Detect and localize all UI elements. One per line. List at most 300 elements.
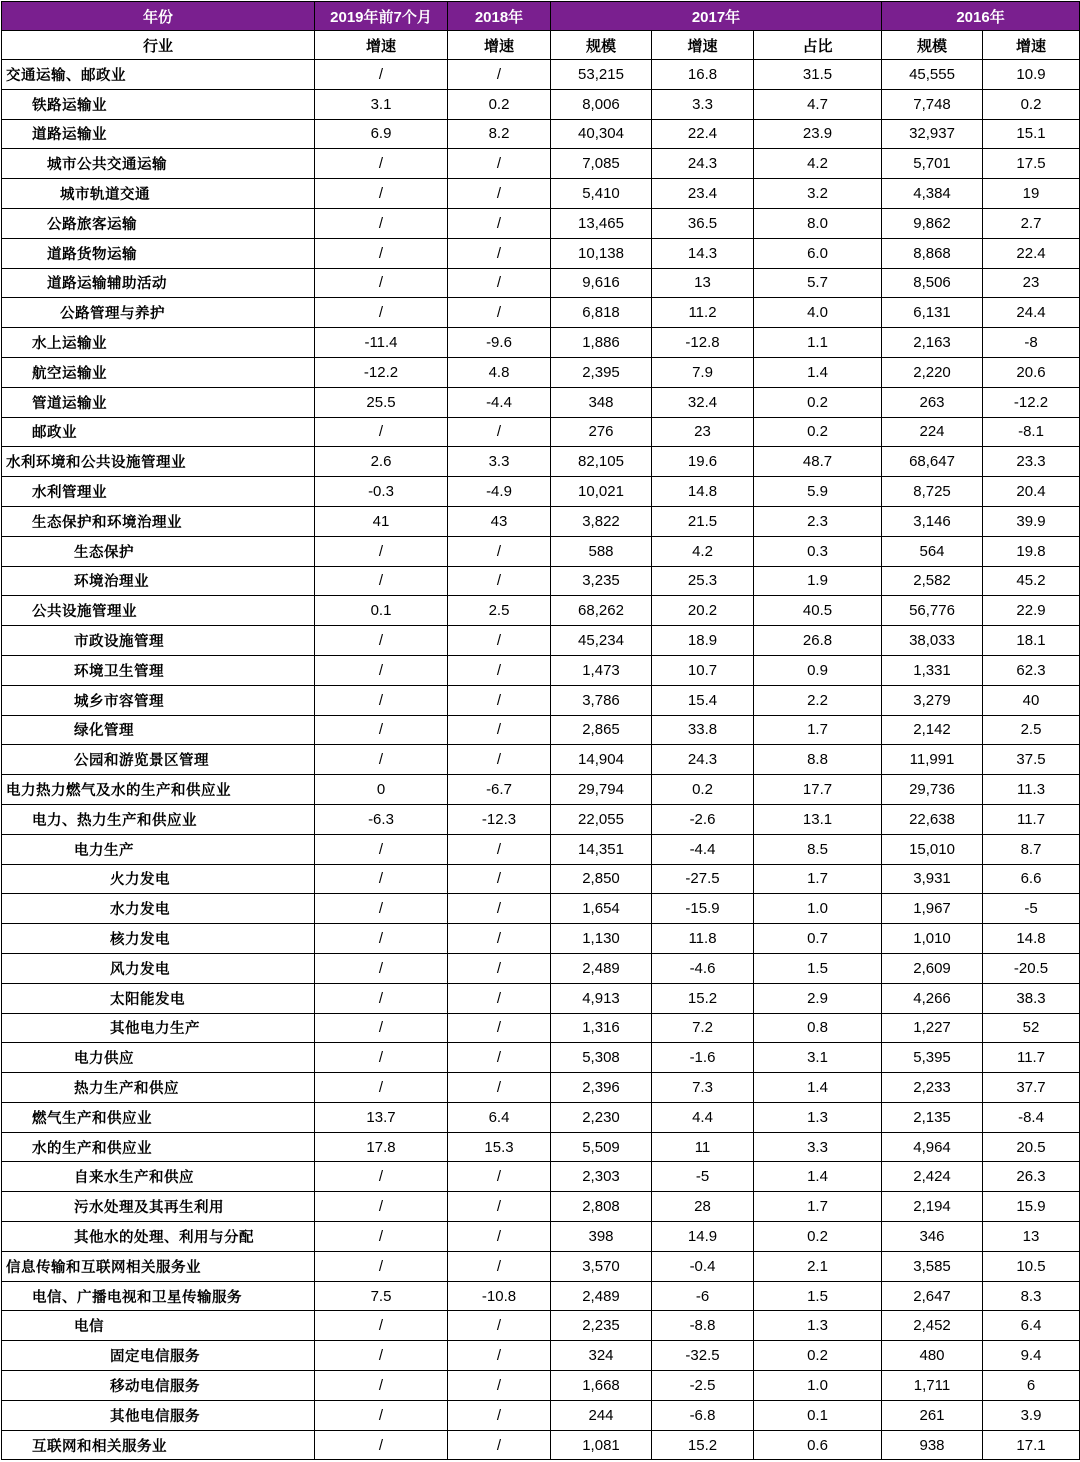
scale-2017-cell: 398 (551, 1222, 652, 1252)
growth-2019-cell: / (315, 715, 448, 745)
share-2017-cell: 0.6 (754, 1430, 882, 1460)
growth-2018-cell: -4.4 (448, 387, 551, 417)
scale-2016-cell: 2,142 (882, 715, 983, 745)
industry-name-cell: 核力发电 (2, 924, 315, 954)
scale-2017-cell: 2,489 (551, 953, 652, 983)
scale-2017-cell: 3,235 (551, 566, 652, 596)
scale-2017-cell: 2,230 (551, 1102, 652, 1132)
growth-2017-cell: 18.9 (652, 626, 754, 656)
growth-2016-cell: 22.9 (983, 596, 1080, 626)
scale-2017-cell: 14,351 (551, 834, 652, 864)
scale-2017-cell: 53,215 (551, 60, 652, 90)
growth-2017-cell: 4.4 (652, 1102, 754, 1132)
share-2017-cell: 3.3 (754, 1132, 882, 1162)
growth-2019-cell: -6.3 (315, 804, 448, 834)
growth-2018-cell: 8.2 (448, 119, 551, 149)
scale-2016-cell: 8,725 (882, 477, 983, 507)
growth-2018-cell: / (448, 1073, 551, 1103)
table-row (2, 208, 1080, 238)
growth-2017-cell: 33.8 (652, 715, 754, 745)
scale-2016-cell: 4,384 (882, 179, 983, 209)
table-row (2, 1311, 1080, 1341)
growth-2018-cell: / (448, 1371, 551, 1401)
growth-2017-cell: -2.5 (652, 1371, 754, 1401)
share-2017-cell: 0.1 (754, 1400, 882, 1430)
growth-2016-cell: 62.3 (983, 655, 1080, 685)
share-2017-cell: 0.2 (754, 417, 882, 447)
growth-2018-cell: / (448, 864, 551, 894)
growth-2019-cell: 6.9 (315, 119, 448, 149)
share-2017-cell: 1.1 (754, 328, 882, 358)
scale-2016-cell: 2,582 (882, 566, 983, 596)
growth-2019-cell: / (315, 1073, 448, 1103)
growth-2016-cell: 38.3 (983, 983, 1080, 1013)
scale-2016-cell: 56,776 (882, 596, 983, 626)
share-2017-cell: 48.7 (754, 447, 882, 477)
growth-2016-cell: 18.1 (983, 626, 1080, 656)
share-2017-cell: 17.7 (754, 775, 882, 805)
growth-2017-cell: 19.6 (652, 447, 754, 477)
share-2017-cell: 1.7 (754, 864, 882, 894)
table-row (2, 417, 1080, 447)
share-2017-cell: 1.4 (754, 357, 882, 387)
growth-2019-cell: 25.5 (315, 387, 448, 417)
year-2018-cell: 2018年 (448, 2, 551, 31)
share-header-2017: 占比 (754, 31, 882, 60)
industry-name-cell: 燃气生产和供应业 (2, 1102, 315, 1132)
scale-2017-cell: 6,818 (551, 298, 652, 328)
industry-name-cell: 公共设施管理业 (2, 596, 315, 626)
industry-name-cell: 道路货物运输 (2, 238, 315, 268)
table-row (2, 1371, 1080, 1401)
growth-2019-cell: / (315, 1371, 448, 1401)
growth-2016-cell: 10.5 (983, 1251, 1080, 1281)
growth-2017-cell: 24.3 (652, 745, 754, 775)
industry-name-cell: 电力、热力生产和供应业 (2, 804, 315, 834)
growth-2016-cell: 11.3 (983, 775, 1080, 805)
growth-2017-cell: -8.8 (652, 1311, 754, 1341)
industry-name-cell: 互联网和相关服务业 (2, 1430, 315, 1460)
growth-2019-cell: / (315, 924, 448, 954)
growth-2018-cell: 15.3 (448, 1132, 551, 1162)
scale-2017-cell: 10,021 (551, 477, 652, 507)
table-row (2, 924, 1080, 954)
table-row (2, 536, 1080, 566)
year-label-cell: 年份 (2, 2, 315, 31)
growth-2018-cell: / (448, 953, 551, 983)
growth-2018-cell: -9.6 (448, 328, 551, 358)
scale-2016-cell: 8,506 (882, 268, 983, 298)
growth-2017-cell: 32.4 (652, 387, 754, 417)
growth-2019-cell: 3.1 (315, 89, 448, 119)
scale-2017-cell: 82,105 (551, 447, 652, 477)
growth-2018-cell: / (448, 417, 551, 447)
growth-2018-cell: -10.8 (448, 1281, 551, 1311)
growth-2017-cell: -27.5 (652, 864, 754, 894)
growth-2019-cell: / (315, 1222, 448, 1252)
scale-2017-cell: 2,489 (551, 1281, 652, 1311)
growth-2018-cell: -6.7 (448, 775, 551, 805)
growth-2018-cell: / (448, 566, 551, 596)
scale-2017-cell: 2,235 (551, 1311, 652, 1341)
growth-2019-cell: 13.7 (315, 1102, 448, 1132)
industry-name-cell: 火力发电 (2, 864, 315, 894)
growth-2018-cell: / (448, 1430, 551, 1460)
share-2017-cell: 1.9 (754, 566, 882, 596)
growth-2017-cell: 20.2 (652, 596, 754, 626)
table-row (2, 179, 1080, 209)
scale-2017-cell: 276 (551, 417, 652, 447)
scale-2016-cell: 224 (882, 417, 983, 447)
growth-2019-cell: / (315, 566, 448, 596)
growth-2018-cell: / (448, 924, 551, 954)
growth-header-2016: 增速 (983, 31, 1080, 60)
growth-2016-cell: 26.3 (983, 1162, 1080, 1192)
share-2017-cell: 23.9 (754, 119, 882, 149)
scale-2017-cell: 3,570 (551, 1251, 652, 1281)
growth-2016-cell: 19.8 (983, 536, 1080, 566)
scale-2017-cell: 7,085 (551, 149, 652, 179)
industry-name-cell: 生态保护 (2, 536, 315, 566)
share-2017-cell: 5.9 (754, 477, 882, 507)
growth-2018-cell: / (448, 1341, 551, 1371)
growth-2017-cell: -4.6 (652, 953, 754, 983)
growth-2018-cell: / (448, 1013, 551, 1043)
scale-2016-cell: 2,220 (882, 357, 983, 387)
scale-2016-cell: 2,609 (882, 953, 983, 983)
table-row (2, 149, 1080, 179)
industry-name-cell: 道路运输辅助活动 (2, 268, 315, 298)
scale-2016-cell: 38,033 (882, 626, 983, 656)
growth-2016-cell: 14.8 (983, 924, 1080, 954)
scale-2017-cell: 348 (551, 387, 652, 417)
growth-2018-cell: / (448, 179, 551, 209)
growth-2018-cell: / (448, 238, 551, 268)
scale-2017-cell: 10,138 (551, 238, 652, 268)
industry-name-cell: 管道运输业 (2, 387, 315, 417)
growth-2019-cell: / (315, 60, 448, 90)
share-2017-cell: 0.2 (754, 1341, 882, 1371)
growth-2017-cell: 11.2 (652, 298, 754, 328)
scale-2017-cell: 2,865 (551, 715, 652, 745)
table-row (2, 655, 1080, 685)
growth-2019-cell: 7.5 (315, 1281, 448, 1311)
industry-name-cell: 环境卫生管理 (2, 655, 315, 685)
growth-2019-cell: / (315, 655, 448, 685)
scale-2017-cell: 324 (551, 1341, 652, 1371)
growth-2016-cell: -8.1 (983, 417, 1080, 447)
growth-2017-cell: 25.3 (652, 566, 754, 596)
growth-2016-cell: 20.4 (983, 477, 1080, 507)
growth-2017-cell: 23.4 (652, 179, 754, 209)
share-2017-cell: 13.1 (754, 804, 882, 834)
scale-2016-cell: 1,967 (882, 894, 983, 924)
scale-2016-cell: 5,701 (882, 149, 983, 179)
scale-2016-cell: 2,452 (882, 1311, 983, 1341)
growth-2016-cell: 37.5 (983, 745, 1080, 775)
growth-2016-cell: 15.1 (983, 119, 1080, 149)
scale-2016-cell: 2,424 (882, 1162, 983, 1192)
growth-2019-cell: / (315, 298, 448, 328)
industry-name-cell: 信息传输和互联网相关服务业 (2, 1251, 315, 1281)
scale-2017-cell: 9,616 (551, 268, 652, 298)
year-2019-cell: 2019年前7个月 (315, 2, 448, 31)
growth-header-2017: 增速 (652, 31, 754, 60)
scale-2016-cell: 1,227 (882, 1013, 983, 1043)
scale-2016-cell: 5,395 (882, 1043, 983, 1073)
share-2017-cell: 8.5 (754, 834, 882, 864)
industry-name-cell: 公路旅客运输 (2, 208, 315, 238)
industry-name-cell: 道路运输业 (2, 119, 315, 149)
scale-2017-cell: 5,509 (551, 1132, 652, 1162)
scale-2016-cell: 6,131 (882, 298, 983, 328)
scale-2016-cell: 263 (882, 387, 983, 417)
scale-2016-cell: 3,279 (882, 685, 983, 715)
growth-2019-cell: 17.8 (315, 1132, 448, 1162)
growth-2019-cell: / (315, 149, 448, 179)
growth-2016-cell: 20.6 (983, 357, 1080, 387)
scale-2017-cell: 29,794 (551, 775, 652, 805)
industry-name-cell: 电信 (2, 1311, 315, 1341)
industry-name-cell: 公园和游览景区管理 (2, 745, 315, 775)
scale-2016-cell: 15,010 (882, 834, 983, 864)
growth-2019-cell: / (315, 417, 448, 447)
growth-2019-cell: / (315, 1341, 448, 1371)
growth-2016-cell: -8.4 (983, 1102, 1080, 1132)
growth-2019-cell: 41 (315, 506, 448, 536)
industry-name-cell: 电力热力燃气及水的生产和供应业 (2, 775, 315, 805)
growth-2017-cell: -0.4 (652, 1251, 754, 1281)
growth-2016-cell: -12.2 (983, 387, 1080, 417)
share-2017-cell: 4.0 (754, 298, 882, 328)
share-2017-cell: 1.5 (754, 953, 882, 983)
growth-2018-cell: 4.8 (448, 357, 551, 387)
industry-name-cell: 公路管理与养护 (2, 298, 315, 328)
growth-2016-cell: 8.7 (983, 834, 1080, 864)
growth-2016-cell: 23.3 (983, 447, 1080, 477)
growth-2016-cell: 2.7 (983, 208, 1080, 238)
share-2017-cell: 4.7 (754, 89, 882, 119)
scale-2016-cell: 45,555 (882, 60, 983, 90)
table-row (2, 1043, 1080, 1073)
growth-2018-cell: / (448, 655, 551, 685)
share-2017-cell: 1.4 (754, 1073, 882, 1103)
growth-2017-cell: 0.2 (652, 775, 754, 805)
growth-2018-cell: / (448, 268, 551, 298)
growth-2017-cell: -1.6 (652, 1043, 754, 1073)
table-row (2, 328, 1080, 358)
share-2017-cell: 3.2 (754, 179, 882, 209)
industry-name-cell: 电力生产 (2, 834, 315, 864)
table-row (2, 626, 1080, 656)
growth-2018-cell: / (448, 894, 551, 924)
growth-2019-cell: / (315, 268, 448, 298)
growth-2016-cell: 11.7 (983, 1043, 1080, 1073)
growth-2016-cell: 6 (983, 1371, 1080, 1401)
growth-2019-cell: / (315, 1400, 448, 1430)
scale-2016-cell: 3,931 (882, 864, 983, 894)
growth-2016-cell: 13 (983, 1222, 1080, 1252)
industry-name-cell: 固定电信服务 (2, 1341, 315, 1371)
growth-2017-cell: 14.3 (652, 238, 754, 268)
growth-2018-cell: / (448, 1192, 551, 1222)
growth-2019-cell: / (315, 1013, 448, 1043)
table-row (2, 1341, 1080, 1371)
industry-name-cell: 城市轨道交通 (2, 179, 315, 209)
industry-investment-table (1, 1, 1080, 1460)
table-row (2, 238, 1080, 268)
scale-2016-cell: 4,964 (882, 1132, 983, 1162)
table-row (2, 506, 1080, 536)
growth-2016-cell: 15.9 (983, 1192, 1080, 1222)
growth-2016-cell: 39.9 (983, 506, 1080, 536)
growth-2016-cell: 11.7 (983, 804, 1080, 834)
table-body (2, 60, 1080, 1460)
growth-2019-cell: -0.3 (315, 477, 448, 507)
share-2017-cell: 31.5 (754, 60, 882, 90)
share-2017-cell: 1.0 (754, 894, 882, 924)
growth-2017-cell: -15.9 (652, 894, 754, 924)
scale-2016-cell: 2,233 (882, 1073, 983, 1103)
scale-2017-cell: 244 (551, 1400, 652, 1430)
growth-2019-cell: / (315, 1311, 448, 1341)
scale-2016-cell: 261 (882, 1400, 983, 1430)
growth-2019-cell: / (315, 894, 448, 924)
growth-2016-cell: 2.5 (983, 715, 1080, 745)
growth-2016-cell: 22.4 (983, 238, 1080, 268)
growth-header-2018: 增速 (448, 31, 551, 60)
growth-2018-cell: -12.3 (448, 804, 551, 834)
scale-2017-cell: 2,808 (551, 1192, 652, 1222)
year-header-row (2, 2, 1080, 31)
table-row (2, 775, 1080, 805)
share-2017-cell: 1.4 (754, 1162, 882, 1192)
growth-2019-cell: 0 (315, 775, 448, 805)
table-row (2, 1132, 1080, 1162)
growth-2018-cell: 6.4 (448, 1102, 551, 1132)
year-2016-cell: 2016年 (882, 2, 1080, 31)
table-row (2, 1192, 1080, 1222)
industry-name-cell: 生态保护和环境治理业 (2, 506, 315, 536)
growth-2019-cell: / (315, 208, 448, 238)
table-row (2, 1073, 1080, 1103)
growth-2018-cell: / (448, 1311, 551, 1341)
growth-2019-cell: / (315, 1162, 448, 1192)
industry-name-cell: 风力发电 (2, 953, 315, 983)
growth-2018-cell: / (448, 1222, 551, 1252)
industry-name-cell: 其他电信服务 (2, 1400, 315, 1430)
growth-2018-cell: / (448, 208, 551, 238)
share-2017-cell: 8.8 (754, 745, 882, 775)
table-row (2, 864, 1080, 894)
table-row (2, 447, 1080, 477)
growth-2019-cell: / (315, 834, 448, 864)
growth-2016-cell: -5 (983, 894, 1080, 924)
scale-2017-cell: 2,303 (551, 1162, 652, 1192)
scale-2017-cell: 5,410 (551, 179, 652, 209)
share-2017-cell: 26.8 (754, 626, 882, 656)
scale-2017-cell: 2,395 (551, 357, 652, 387)
share-2017-cell: 0.2 (754, 1222, 882, 1252)
growth-2017-cell: -4.4 (652, 834, 754, 864)
growth-2017-cell: 7.9 (652, 357, 754, 387)
scale-2016-cell: 346 (882, 1222, 983, 1252)
scale-2016-cell: 3,585 (882, 1251, 983, 1281)
share-2017-cell: 1.5 (754, 1281, 882, 1311)
growth-2016-cell: 24.4 (983, 298, 1080, 328)
growth-2018-cell: / (448, 715, 551, 745)
industry-name-cell: 电力供应 (2, 1043, 315, 1073)
industry-name-cell: 其他电力生产 (2, 1013, 315, 1043)
share-2017-cell: 1.7 (754, 1192, 882, 1222)
growth-2019-cell: / (315, 864, 448, 894)
growth-2018-cell: / (448, 983, 551, 1013)
growth-2016-cell: 9.4 (983, 1341, 1080, 1371)
industry-name-cell: 邮政业 (2, 417, 315, 447)
scale-2017-cell: 2,396 (551, 1073, 652, 1103)
scale-2017-cell: 40,304 (551, 119, 652, 149)
scale-2016-cell: 9,862 (882, 208, 983, 238)
growth-2017-cell: 23 (652, 417, 754, 447)
growth-2017-cell: 16.8 (652, 60, 754, 90)
share-2017-cell: 4.2 (754, 149, 882, 179)
industry-name-cell: 城市公共交通运输 (2, 149, 315, 179)
growth-2019-cell: / (315, 1192, 448, 1222)
growth-2018-cell: / (448, 626, 551, 656)
table-row (2, 1013, 1080, 1043)
growth-2016-cell: 17.5 (983, 149, 1080, 179)
year-2017-cell: 2017年 (551, 2, 882, 31)
growth-2017-cell: 14.9 (652, 1222, 754, 1252)
growth-2018-cell: 3.3 (448, 447, 551, 477)
scale-2017-cell: 5,308 (551, 1043, 652, 1073)
industry-name-cell: 其他水的处理、利用与分配 (2, 1222, 315, 1252)
share-2017-cell: 1.3 (754, 1311, 882, 1341)
growth-2019-cell: 2.6 (315, 447, 448, 477)
share-2017-cell: 0.7 (754, 924, 882, 954)
scale-header-2016: 规模 (882, 31, 983, 60)
growth-2016-cell: 3.9 (983, 1400, 1080, 1430)
scale-2017-cell: 13,465 (551, 208, 652, 238)
industry-name-cell: 水上运输业 (2, 328, 315, 358)
growth-2018-cell: -4.9 (448, 477, 551, 507)
scale-2017-cell: 588 (551, 536, 652, 566)
table-row (2, 804, 1080, 834)
table-row (2, 953, 1080, 983)
growth-2017-cell: -32.5 (652, 1341, 754, 1371)
growth-2017-cell: 10.7 (652, 655, 754, 685)
growth-2018-cell: / (448, 536, 551, 566)
industry-name-cell: 移动电信服务 (2, 1371, 315, 1401)
table-row (2, 745, 1080, 775)
scale-2016-cell: 68,647 (882, 447, 983, 477)
scale-2016-cell: 2,194 (882, 1192, 983, 1222)
industry-name-cell: 太阳能发电 (2, 983, 315, 1013)
growth-2017-cell: -6 (652, 1281, 754, 1311)
growth-2017-cell: 4.2 (652, 536, 754, 566)
scale-2017-cell: 3,786 (551, 685, 652, 715)
scale-2017-cell: 1,473 (551, 655, 652, 685)
growth-2017-cell: 24.3 (652, 149, 754, 179)
growth-2016-cell: 52 (983, 1013, 1080, 1043)
growth-2018-cell: 2.5 (448, 596, 551, 626)
scale-2017-cell: 4,913 (551, 983, 652, 1013)
industry-name-cell: 交通运输、邮政业 (2, 60, 315, 90)
scale-2016-cell: 11,991 (882, 745, 983, 775)
scale-2016-cell: 480 (882, 1341, 983, 1371)
growth-2018-cell: / (448, 834, 551, 864)
table-row (2, 119, 1080, 149)
